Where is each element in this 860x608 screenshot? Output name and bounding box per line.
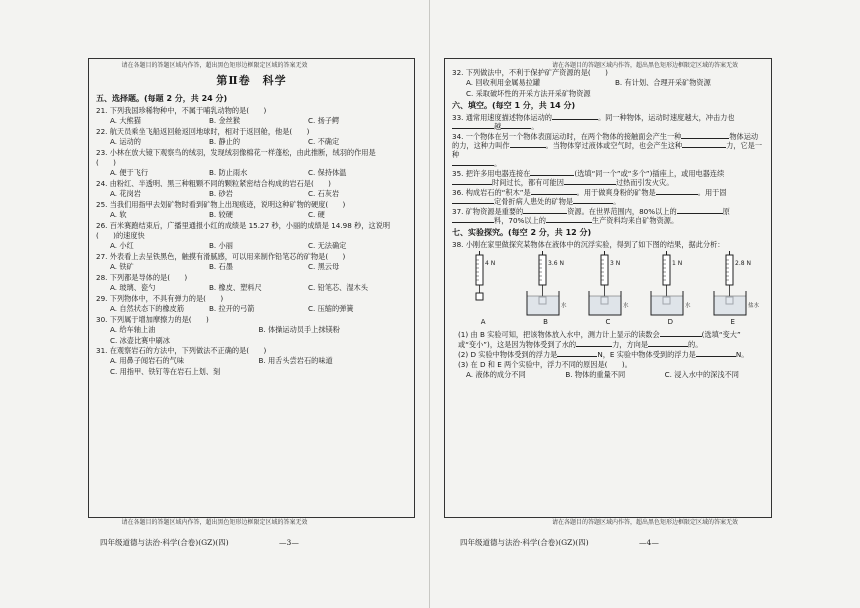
answer-blank [510, 147, 546, 148]
liquid-label: 水 [622, 303, 629, 309]
option: A. 玻璃、瓷勺 [110, 282, 156, 292]
option: B. 小丽 [209, 240, 233, 250]
left-content [96, 68, 407, 512]
answer-blank [531, 194, 577, 195]
options-row [110, 241, 407, 250]
page-number: —3— [279, 538, 299, 547]
question-38: 38. 小刚在家里做探究某物体在液体中的沉浮实验，得到了如下图的结果，据此分析： [452, 240, 725, 249]
text: 物体运动的力，这种力叫作 [452, 132, 759, 150]
top-notice: 请在各题目的答题区域内作答，超出黑色矩形边框限定区域的答案无效 [121, 62, 308, 69]
spring-scale [663, 255, 670, 285]
option: A. 运动的 [110, 136, 141, 146]
options-row [110, 137, 407, 146]
fill-question [452, 169, 764, 187]
spring-scale-setup [581, 251, 635, 317]
scale-reading: 3 N [609, 260, 621, 267]
setup-label: C [605, 318, 611, 326]
option: C. 无法确定 [308, 240, 347, 250]
fill-question [452, 113, 764, 131]
option: C. 铅笔芯、湿木头 [308, 282, 368, 292]
answer-blank [564, 184, 616, 185]
top-notice: 请在各题目的答题区域内作答，超出黑色矩形边框限定区域的答案无效 [551, 62, 738, 69]
scale-reading: 2.8 N [734, 260, 751, 267]
setup-label: D [667, 318, 674, 326]
answer-blank [501, 128, 531, 129]
experiment-setup [705, 251, 761, 329]
options-row [110, 304, 407, 313]
answer-blank [452, 222, 494, 223]
option: C. 用指甲、铁钉等在岩石上划、刻 [110, 366, 221, 376]
text: 料，70%以上的 [494, 216, 546, 225]
scale-reading: 3.6 N [547, 260, 564, 267]
options-row [110, 262, 407, 271]
spring-scale-setup [519, 251, 573, 317]
text: N，E 实验中物体受到的浮力是 [597, 350, 696, 359]
footer-text: 四年级道德与法治·科学(合卷)(GZ)(四) [460, 538, 589, 547]
option: B. 防止雨水 [209, 167, 248, 177]
option: B. 物体的重量不同 [565, 370, 626, 379]
buoyancy-experiment-figure [452, 251, 764, 329]
question-32: 32. 下列做法中，不利于保护矿产资源的是( ) [452, 68, 608, 77]
answer-blank [681, 138, 729, 139]
question-text-cont: ( ) [96, 157, 116, 167]
question-text: 30. 下列属于增加摩擦力的是( ) [96, 314, 209, 324]
fill-question [452, 207, 764, 225]
options-row [110, 283, 407, 292]
question-32-options [466, 78, 764, 87]
option: C. 压缩的弹簧 [308, 303, 354, 313]
liquid [589, 296, 620, 315]
sub-question-3-options [466, 370, 764, 379]
sub-question-3: (3) 在 D 和 E 两个实验中，浮力不同的原因是( )。 [458, 360, 632, 369]
question-text: 23. 小林在放大镜下观察鸟的绒羽，发现绒羽像棉花一样蓬松，由此推断，绒羽的作用是 [96, 147, 376, 157]
answer-blank [452, 128, 494, 129]
question-text: 24. 由粉红、半透明、黑三种粗颗不同的颗粒紧密结合构成的岩石是( ) [96, 178, 331, 188]
page-4 [430, 0, 860, 608]
experiment-setup [455, 251, 511, 329]
options-row [110, 325, 407, 334]
option: A. 液体的成分不同 [466, 370, 526, 379]
option: C. 硬 [308, 209, 325, 219]
answer-blank [530, 175, 574, 176]
bottom-notice: 请在各题目的答题区域内作答，超出黑色矩形边框限定区域的答案无效 [121, 519, 308, 526]
option: A. 软 [110, 209, 127, 219]
question-text: 26. 百米赛跑结束后，广播里通报小红的成绩是 15.27 秒，小丽的成绩是 14.98 秒，这说明 [96, 220, 391, 230]
text: 。用于做爽身粉的矿物是 [576, 188, 656, 197]
experiment-setup [580, 251, 636, 329]
sub-question-1-cont [458, 340, 764, 349]
option: C. 采取破坏性的开采方法开采矿物资源 [466, 89, 591, 98]
section-heading: 七、实验探究。(每空 2 分，共 12 分) [452, 228, 592, 237]
text: N。 [735, 350, 749, 359]
text: 。用于固 [697, 188, 727, 197]
page-footer [460, 537, 659, 548]
text: 36. 构成岩石的“积木”是 [452, 188, 531, 197]
sub-question-2 [458, 350, 764, 359]
answer-blank [546, 222, 592, 223]
option: B. 砂岩 [209, 188, 233, 198]
scale-reading: 4 N [485, 260, 496, 267]
text: 力，方向是 [612, 340, 649, 349]
liquid [527, 296, 558, 315]
spring-scale-setup [643, 251, 697, 317]
spring-scale-setup [456, 251, 510, 317]
fill-question-list [452, 113, 764, 225]
spring-scale [726, 255, 733, 285]
liquid-label: 水 [560, 303, 567, 309]
question-text-cont: ( )的速度快 [96, 230, 145, 240]
text: 越 [494, 122, 502, 131]
option: A. 回收利用金属易拉罐 [466, 78, 541, 87]
answer-blank [656, 194, 698, 195]
text: (选填“同一个”或“多个”)插座上，或用电器连续 [574, 169, 725, 178]
spring-scale [601, 255, 608, 285]
question-text: 21. 下列我国珍稀物种中，不属于哺乳动物的是( ) [96, 105, 267, 115]
option: C. 石灰岩 [308, 188, 340, 198]
option: C. 保持体温 [308, 167, 347, 177]
text: (1) 由 B 实验可知，把该物体放入水中，测力计上显示的读数会 [458, 330, 660, 339]
object-block [476, 293, 483, 300]
question-text: 22. 航天员乘坐飞船返回舱返回地球时，相对于返回舱，他是( ) [96, 126, 310, 136]
text: 生产资料均来自矿物资源。 [591, 216, 679, 225]
question-text: 31. 在观察岩石的方法中，下列做法不正确的是( ) [96, 345, 267, 355]
text: 资源。在世界范围内，80%以上的 [567, 207, 677, 216]
experiment-setup [642, 251, 698, 329]
fill-question [452, 188, 764, 206]
spring-scale [476, 255, 483, 285]
option: A. 小红 [110, 240, 134, 250]
liquid [652, 296, 683, 315]
answer-blank [677, 213, 723, 214]
option: A. 便于飞行 [110, 167, 149, 177]
answer-blank [696, 356, 736, 357]
text: 过热而引发火灾。 [615, 178, 674, 187]
text: 33. 通常用速度描述物体运动的 [452, 113, 552, 122]
right-content [452, 68, 764, 512]
text: 。当物体穿过液体或空气时，也会产生这种 [545, 141, 683, 150]
text: 。同一种物体，运动时速度越大，冲击力也 [597, 113, 735, 122]
question-text: 28. 下列都是导体的是( ) [96, 272, 188, 282]
option: A. 铁矿 [110, 261, 134, 271]
option: A. 花岗岩 [110, 188, 141, 198]
option: B. 橡皮、塑料尺 [209, 282, 262, 292]
answer-blank [648, 346, 688, 347]
answer-blank [557, 356, 597, 357]
question-text: 25. 当我们用指甲去划矿物时看到矿物上出现痕迹，说明这种矿物的硬度( ) [96, 199, 346, 209]
answer-blank [452, 165, 494, 166]
option: B. 有计划、合理开采矿物资源 [615, 78, 711, 87]
answer-blank [452, 184, 492, 185]
answer-blank [452, 203, 494, 204]
liquid-label: 盐水 [747, 303, 759, 309]
liquid [714, 296, 745, 315]
section-heading: 六、填空。(每空 1 分，共 14 分) [452, 101, 576, 110]
options-row [110, 210, 407, 219]
option: B. 石墨 [209, 261, 233, 271]
answer-blank [576, 346, 612, 347]
option: B. 金丝猴 [209, 115, 241, 125]
paper-title: 第Ⅱ卷 科学 [216, 74, 287, 87]
text: 的。 [688, 340, 703, 349]
sub-question-1 [458, 330, 764, 339]
setup-label: B [543, 318, 548, 326]
bottom-notice: 请在各题目的答题区域内作答，超出黑色矩形边框限定区域的答案无效 [551, 519, 738, 526]
section-heading: 五、选择题。(每题 2 分，共 24 分) [96, 93, 228, 103]
answer-blank [682, 147, 726, 148]
option: C. 冰壶比赛中刷冰 [110, 335, 170, 345]
footer-text: 四年级道德与法治·科学(合卷)(GZ)(四) [100, 538, 229, 547]
page-footer [100, 537, 299, 548]
spring-scale-setup [706, 251, 760, 317]
question-text: 29. 下列物体中，不具有弹力的是( ) [96, 293, 224, 303]
text: 或“变小”)，这是因为物体受到了水的 [458, 340, 577, 349]
options-row [110, 116, 407, 125]
option: B. 静止的 [209, 136, 241, 146]
option: C. 扬子鳄 [308, 115, 340, 125]
option: C. 不确定 [308, 136, 340, 146]
option: B. 拉开的弓箭 [209, 303, 255, 313]
answer-blank [523, 213, 567, 214]
text: 时间过长，都有可能因 [492, 178, 564, 187]
text: 37. 矿物资源是重要的 [452, 207, 524, 216]
answer-blank [660, 336, 702, 337]
question-list [96, 106, 407, 376]
text: 。 [613, 197, 621, 206]
option: A. 给车轴上油 [110, 324, 156, 334]
text: 。 [531, 122, 539, 131]
page-number: —4— [639, 538, 659, 547]
setup-label: A [480, 318, 486, 326]
text: (选填“变大” [701, 330, 741, 339]
option: B. 用舌头尝岩石的味道 [258, 355, 333, 365]
options-row [110, 356, 407, 365]
option: B. 体操运动员手上抹镁粉 [258, 324, 340, 334]
text: 34. 一个物体在另一个物体表面运动时，在两个物体的接触面会产生一种 [452, 132, 682, 141]
experiment-setup [518, 251, 574, 329]
options-row [110, 189, 407, 198]
setup-label: E [730, 318, 735, 326]
option: A. 用鼻子闻岩石的气味 [110, 355, 185, 365]
spring-scale [539, 255, 546, 285]
options-row [110, 168, 407, 177]
text: (2) D 实验中物体受到的浮力是 [458, 350, 558, 359]
text: 。 [494, 159, 502, 168]
fill-question [452, 132, 764, 168]
answer-blank [552, 119, 598, 120]
option: C. 黑云母 [308, 261, 340, 271]
text: 原 [722, 207, 730, 216]
scale-reading: 1 N [672, 260, 683, 267]
question-text: 27. 外表看上去呈铁黑色，触摸有滑腻感，可以用来制作铅笔芯的矿物是( ) [96, 251, 346, 261]
text: 力，它是一种 [452, 141, 763, 159]
text: 35. 把许多用电器连接在 [452, 169, 531, 178]
liquid-label: 水 [685, 303, 691, 309]
option: B. 较硬 [209, 209, 233, 219]
text: 定骨折病人患处的矿物是 [494, 197, 574, 206]
option: A. 自然状态下的橡皮筋 [110, 303, 185, 313]
answer-blank [573, 203, 613, 204]
option: A. 大熊猫 [110, 115, 141, 125]
option: C. 浸入水中的深浅不同 [664, 370, 739, 379]
